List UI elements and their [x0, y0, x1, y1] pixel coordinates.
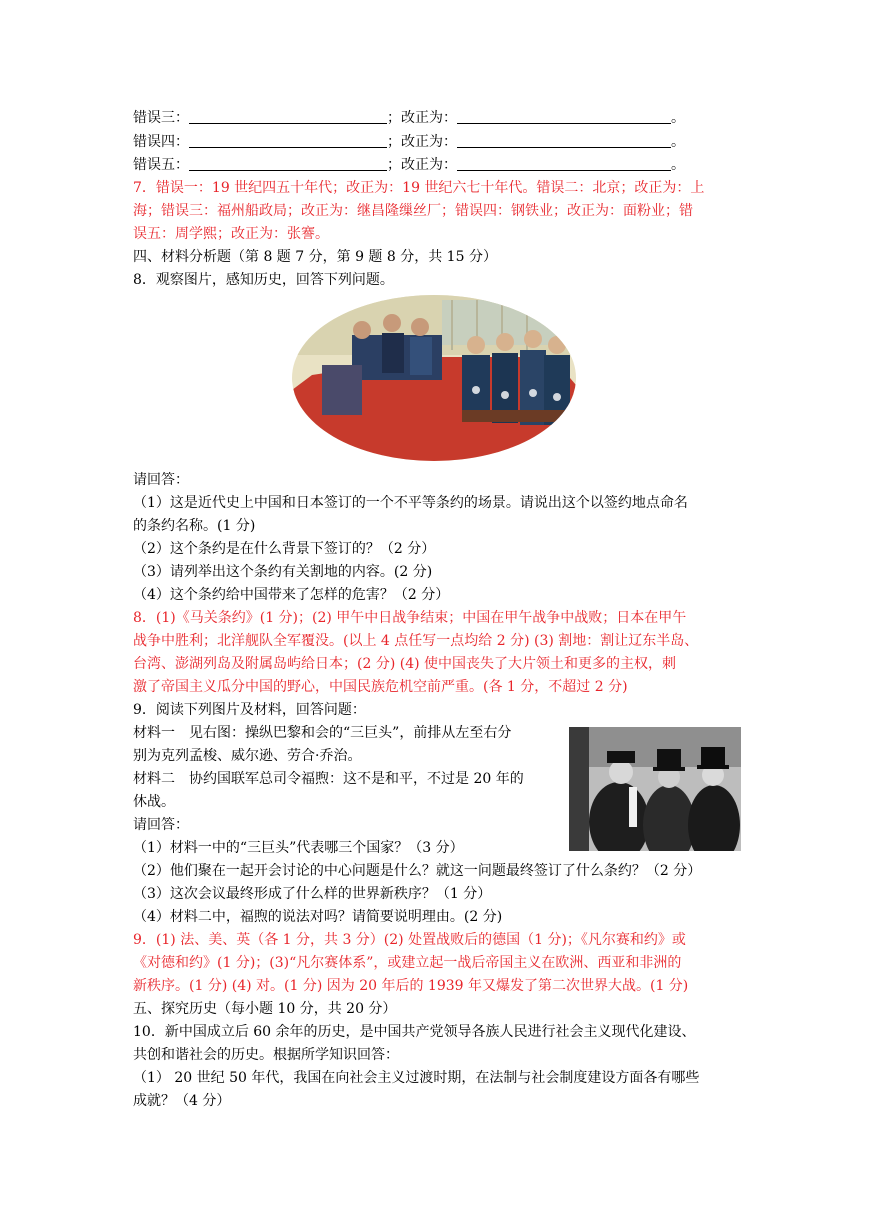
correction-label: ；改正为： [387, 110, 457, 126]
error-label: 错误三： [133, 110, 189, 126]
fill-row-3 [133, 106, 685, 130]
answer-7-line-3: 误五：周学熙；改正为：张謇。 [133, 226, 329, 242]
section-5-title: 五、探究历史（每小题 10 分，共 20 分） [133, 1001, 397, 1017]
q8-intro: 8．观察图片，感知历史，回答下列问题。 [133, 272, 394, 288]
q9-material-2b: 休战。 [133, 794, 175, 810]
answer-9-line-2: 《对德和约》(1 分)；(3)“凡尔赛体系”，或建立起一战后帝国主义在欧洲、西亚和非洲的 [133, 955, 682, 971]
treaty-scene-illustration [292, 295, 576, 461]
treaty-signing-image [292, 295, 576, 461]
answer-8-line-1: 8．(1)《马关条约》(1 分)；(2) 甲午中日战争结束；中国在甲午战争中战败；日本在甲午 [133, 610, 687, 626]
answer-9-line-3: 新秩序。(1 分) (4) 对。(1 分) 因为 20 年后的 1939 年又爆发了第二次世界大战。(1 分) [133, 978, 689, 994]
period: 。 [671, 110, 685, 126]
q8-item-4: （4）这个条约给中国带来了怎样的危害？（2 分） [133, 587, 450, 603]
q9-item-1: （1）材料一中的“三巨头”代表哪三个国家？（3 分） [133, 840, 464, 856]
q8-item-1a: （1）这是近代史上中国和日本签订的一个不平等条约的场景。请说出这个以签约地点命名 [133, 495, 688, 511]
q9-item-3: （3）这次会议最终形成了什么样的世界新秩序？（1 分） [133, 886, 492, 902]
q10-line-4: 成就？（4 分） [133, 1093, 231, 1109]
answer-blank[interactable] [189, 133, 387, 148]
period: 。 [671, 134, 685, 150]
q10-line-1: 10．新中国成立后 60 余年的历史，是中国共产党领导各族人民进行社会主义现代化建设、 [133, 1024, 696, 1040]
q8-item-2: （2）这个条约是在什么背景下签订的？（2 分） [133, 541, 436, 557]
q9-item-2: （2）他们聚在一起开会讨论的中心问题是什么？就这一问题最终签订了什么条约？（2 分） [133, 863, 702, 879]
correction-blank[interactable] [457, 109, 671, 124]
correction-label: ；改正为： [387, 157, 457, 173]
section-4-title: 四、材料分析题（第 8 题 7 分，第 9 题 8 分，共 15 分） [133, 249, 497, 265]
q10-line-2: 共创和谐社会的历史。根据所学知识回答： [133, 1047, 399, 1063]
correction-label: ；改正为： [387, 134, 457, 150]
correction-blank[interactable] [457, 156, 671, 171]
answer-blank[interactable] [189, 109, 387, 124]
q9-intro: 9．阅读下列图片及材料，回答问题： [133, 702, 366, 718]
answer-8-line-2: 战争中胜利；北洋舰队全军覆没。(以上 4 点任写一点均给 2 分) (3) 割地：割让辽东半岛、 [133, 633, 699, 649]
answer-8-line-4: 激了帝国主义瓜分中国的野心，中国民族危机空前严重。(各 1 分，不超过 2 分) [133, 679, 628, 695]
q8-ask: 请回答： [133, 472, 189, 488]
big-three-illustration [569, 727, 741, 851]
q10-line-3: （1） 20 世纪 50 年代，我国在向社会主义过渡时期，在法制与社会制度建设方面各有哪些 [133, 1070, 700, 1086]
big-three-photo [569, 727, 741, 851]
q9-material-1b: 别为克列孟梭、威尔逊、劳合·乔治。 [133, 748, 362, 764]
answer-7-line-1: 7．错误一：19 世纪四五十年代；改正为：19 世纪六七十年代。错误二：北京；改正为：上 [133, 180, 705, 196]
q9-material-1a: 材料一 见右图：操纵巴黎和会的“三巨头”，前排从左至右分 [133, 725, 512, 741]
answer-9-line-1: 9．(1) 法、美、英（各 1 分，共 3 分）(2) 处置战败后的德国（1 分)；《凡尔赛和约》或 [133, 932, 686, 948]
q8-item-3: （3）请列举出这个条约有关割地的内容。(2 分) [133, 564, 433, 580]
period: 。 [671, 157, 685, 173]
fill-row-5 [133, 153, 685, 177]
q8-item-1b: 的条约名称。(1 分) [133, 518, 256, 534]
correction-blank[interactable] [457, 133, 671, 148]
q9-item-4: （4）材料二中，福煦的说法对吗？请简要说明理由。(2 分) [133, 909, 503, 925]
error-label: 错误五： [133, 157, 189, 173]
answer-blank[interactable] [189, 156, 387, 171]
answer-8-line-3: 台湾、澎湖列岛及附属岛屿给日本；(2 分) (4) 使中国丧失了大片领土和更多的主权，刺 [133, 656, 677, 672]
fill-row-4 [133, 130, 685, 154]
answer-7-line-2: 海；错误三：福州船政局；改正为：继昌隆缫丝厂；错误四：钢铁业；改正为：面粉业；错 [133, 203, 693, 219]
q9-material-2a: 材料二 协约国联军总司令福煦：这不是和平，不过是 20 年的 [133, 771, 524, 787]
q9-ask: 请回答： [133, 817, 189, 833]
error-label: 错误四： [133, 134, 189, 150]
